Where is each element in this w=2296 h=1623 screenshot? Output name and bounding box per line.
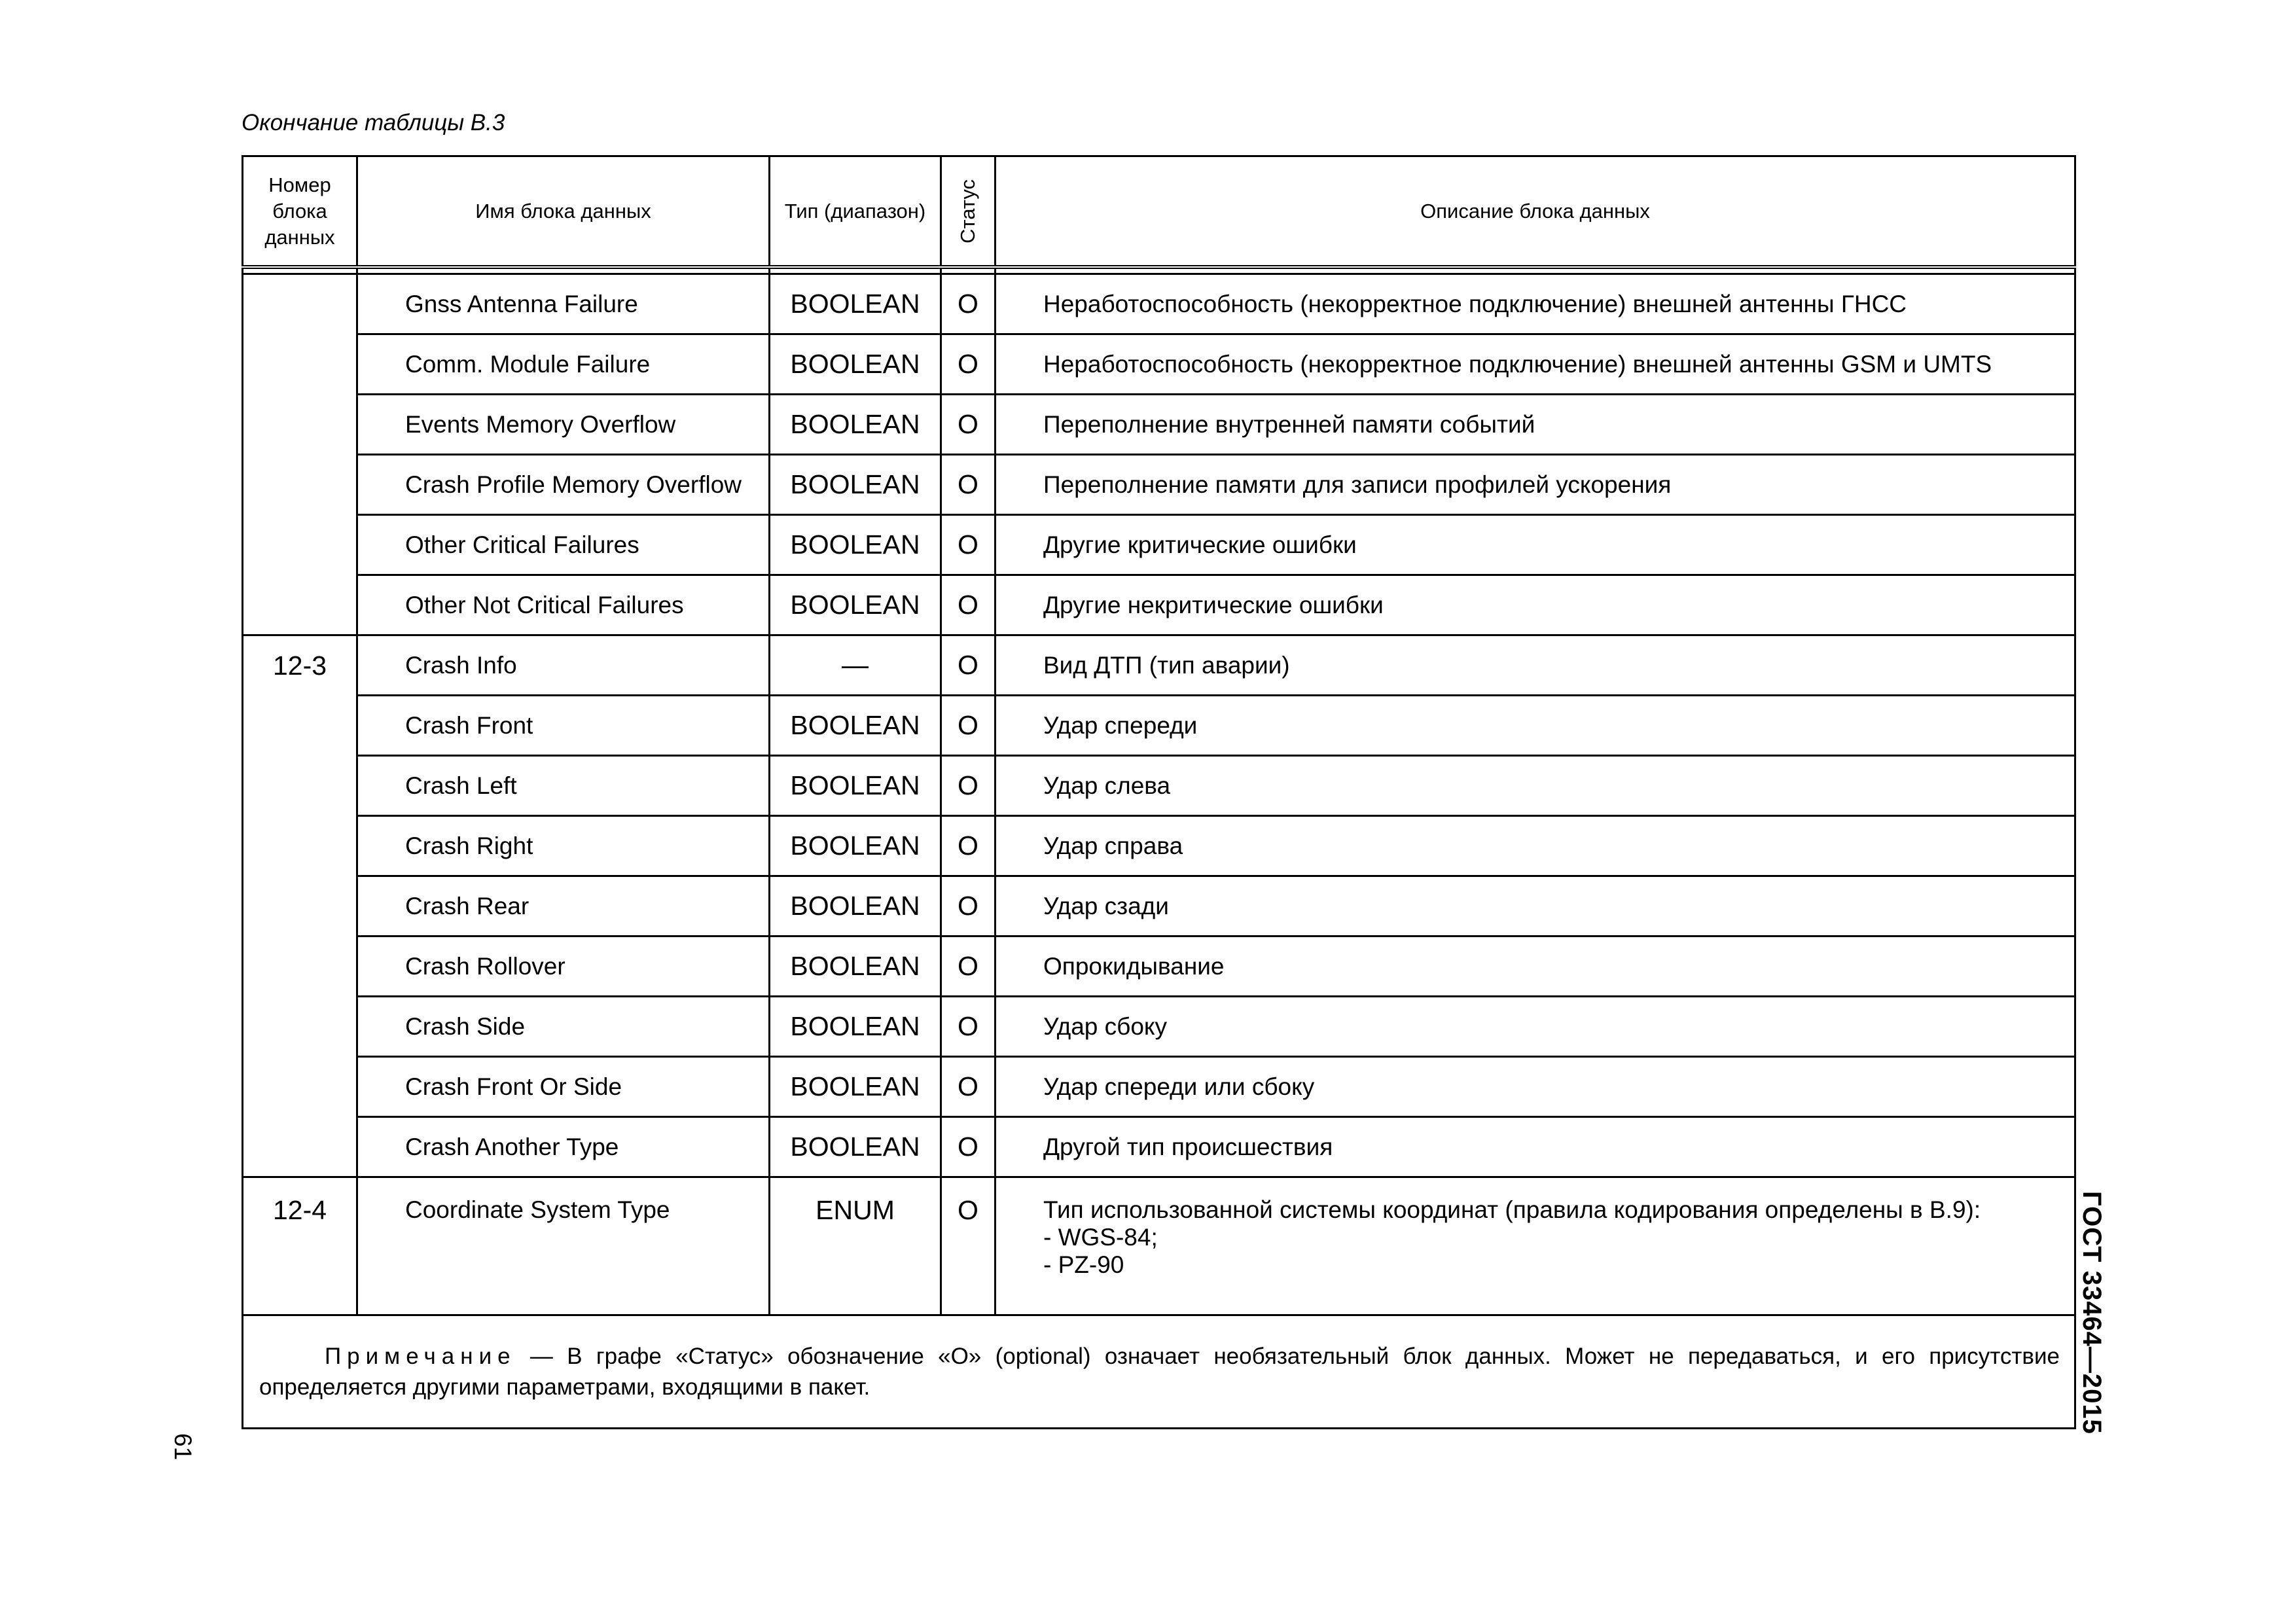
block-type-cell: ENUM <box>770 1177 941 1315</box>
block-type-cell: BOOLEAN <box>770 575 941 635</box>
block-number-cell: 12-3 <box>243 635 357 1177</box>
block-status-cell: O <box>941 274 996 334</box>
block-status-cell: O <box>941 696 996 756</box>
block-name-cell: Crash Right <box>357 816 770 876</box>
table-note <box>243 1315 2075 1429</box>
table-row <box>243 997 2075 1057</box>
block-status-cell: O <box>941 575 996 635</box>
block-description-cell: Переполнение внутренней памяти событий <box>996 395 2075 455</box>
block-status-cell: O <box>941 515 996 575</box>
block-name-cell: Crash Rollover <box>357 936 770 997</box>
block-name-cell: Comm. Module Failure <box>357 334 770 395</box>
block-type-cell: BOOLEAN <box>770 936 941 997</box>
description-line: Тип использованной системы координат (правила кодирования определены в В.9): <box>1043 1196 1981 1223</box>
block-type-cell: — <box>770 635 941 696</box>
block-description-cell: Другие некритические ошибки <box>996 575 2075 635</box>
note-text: — В графе «Статус» обозначение «О» (optional) означает необязательный блок данных. Может не передаваться, и его присутствие определяется другими параметрами, входящими в пакет. <box>259 1344 2060 1400</box>
block-status-cell: O <box>941 997 996 1057</box>
table-caption: Окончание таблицы В.3 <box>242 110 505 135</box>
table-row <box>243 455 2075 515</box>
block-type-cell: BOOLEAN <box>770 1057 941 1117</box>
table-row <box>243 696 2075 756</box>
block-status-cell: O <box>941 876 996 936</box>
block-description-cell: Удар сбоку <box>996 997 2075 1057</box>
table-row <box>243 575 2075 635</box>
block-name-cell: Crash Profile Memory Overflow <box>357 455 770 515</box>
header-description: Описание блока данных <box>996 156 2075 268</box>
block-type-cell: BOOLEAN <box>770 515 941 575</box>
block-number-cell: 12-4 <box>243 1177 357 1315</box>
table-row <box>243 816 2075 876</box>
block-type-cell: BOOLEAN <box>770 756 941 816</box>
block-description-cell: Вид ДТП (тип аварии) <box>996 635 2075 696</box>
description-list-item: - PZ-90 <box>1043 1251 1124 1278</box>
document-standard-label: ГОСТ 33464—2015 <box>2077 1191 2106 1435</box>
block-description-cell: Другой тип происшествия <box>996 1117 2075 1177</box>
table-row <box>243 1117 2075 1177</box>
block-type-cell: BOOLEAN <box>770 274 941 334</box>
block-name-cell: Events Memory Overflow <box>357 395 770 455</box>
header-type: Тип (диапазон) <box>770 156 941 268</box>
table-row <box>243 395 2075 455</box>
header-status-label: Статус <box>956 179 979 243</box>
block-description-cell: Опрокидывание <box>996 936 2075 997</box>
block-type-cell: BOOLEAN <box>770 455 941 515</box>
table-row <box>243 1177 2075 1315</box>
block-description-cell: Неработоспособность (некорректное подключение) внешней антенны ГНСС <box>996 274 2075 334</box>
block-status-cell: O <box>941 635 996 696</box>
block-name-cell: Coordinate System Type <box>357 1177 770 1315</box>
block-description-cell: Неработоспособность (некорректное подключение) внешней антенны GSM и UMTS <box>996 334 2075 395</box>
block-status-cell: O <box>941 395 996 455</box>
note-label: Примечание <box>325 1344 516 1369</box>
block-type-cell: BOOLEAN <box>770 816 941 876</box>
block-name-cell: Gnss Antenna Failure <box>357 274 770 334</box>
header-status <box>941 156 996 268</box>
block-name-cell: Crash Left <box>357 756 770 816</box>
block-name-cell: Other Not Critical Failures <box>357 575 770 635</box>
block-name-cell: Crash Info <box>357 635 770 696</box>
block-status-cell: O <box>941 1057 996 1117</box>
block-name-cell: Other Critical Failures <box>357 515 770 575</box>
block-description-cell: Другие критические ошибки <box>996 515 2075 575</box>
table-row <box>243 936 2075 997</box>
data-blocks-table <box>242 155 2076 1429</box>
table-header-row <box>243 156 2075 268</box>
block-description-cell: Удар спереди <box>996 696 2075 756</box>
block-status-cell: O <box>941 756 996 816</box>
block-description-cell <box>996 1177 2075 1315</box>
header-number: Номер блока данных <box>243 156 357 268</box>
block-name-cell: Crash Front Or Side <box>357 1057 770 1117</box>
table-note-row <box>243 1315 2075 1429</box>
table-row <box>243 1057 2075 1117</box>
block-type-cell: BOOLEAN <box>770 997 941 1057</box>
table-row <box>243 635 2075 696</box>
block-type-cell: BOOLEAN <box>770 1117 941 1177</box>
block-type-cell: BOOLEAN <box>770 876 941 936</box>
block-description-cell: Удар слева <box>996 756 2075 816</box>
block-status-cell: O <box>941 936 996 997</box>
block-description-cell: Удар справа <box>996 816 2075 876</box>
table-row <box>243 756 2075 816</box>
table-row <box>243 274 2075 334</box>
block-description-cell: Удар спереди или сбоку <box>996 1057 2075 1117</box>
block-status-cell: O <box>941 1117 996 1177</box>
block-description-cell: Переполнение памяти для записи профилей ускорения <box>996 455 2075 515</box>
table-row <box>243 334 2075 395</box>
block-name-cell: Crash Another Type <box>357 1117 770 1177</box>
block-status-cell: O <box>941 455 996 515</box>
block-type-cell: BOOLEAN <box>770 696 941 756</box>
block-status-cell: O <box>941 816 996 876</box>
block-description-cell: Удар сзади <box>996 876 2075 936</box>
table-row <box>243 876 2075 936</box>
page-number: 61 <box>170 1433 196 1461</box>
block-name-cell: Crash Side <box>357 997 770 1057</box>
block-name-cell: Crash Front <box>357 696 770 756</box>
block-name-cell: Crash Rear <box>357 876 770 936</box>
block-type-cell: BOOLEAN <box>770 334 941 395</box>
block-status-cell: O <box>941 334 996 395</box>
header-name: Имя блока данных <box>357 156 770 268</box>
block-number-cell <box>243 274 357 635</box>
header-separator <box>243 267 2075 274</box>
block-status-cell: O <box>941 1177 996 1315</box>
block-type-cell: BOOLEAN <box>770 395 941 455</box>
table-row <box>243 515 2075 575</box>
description-list-item: - WGS-84; <box>1043 1224 1158 1251</box>
